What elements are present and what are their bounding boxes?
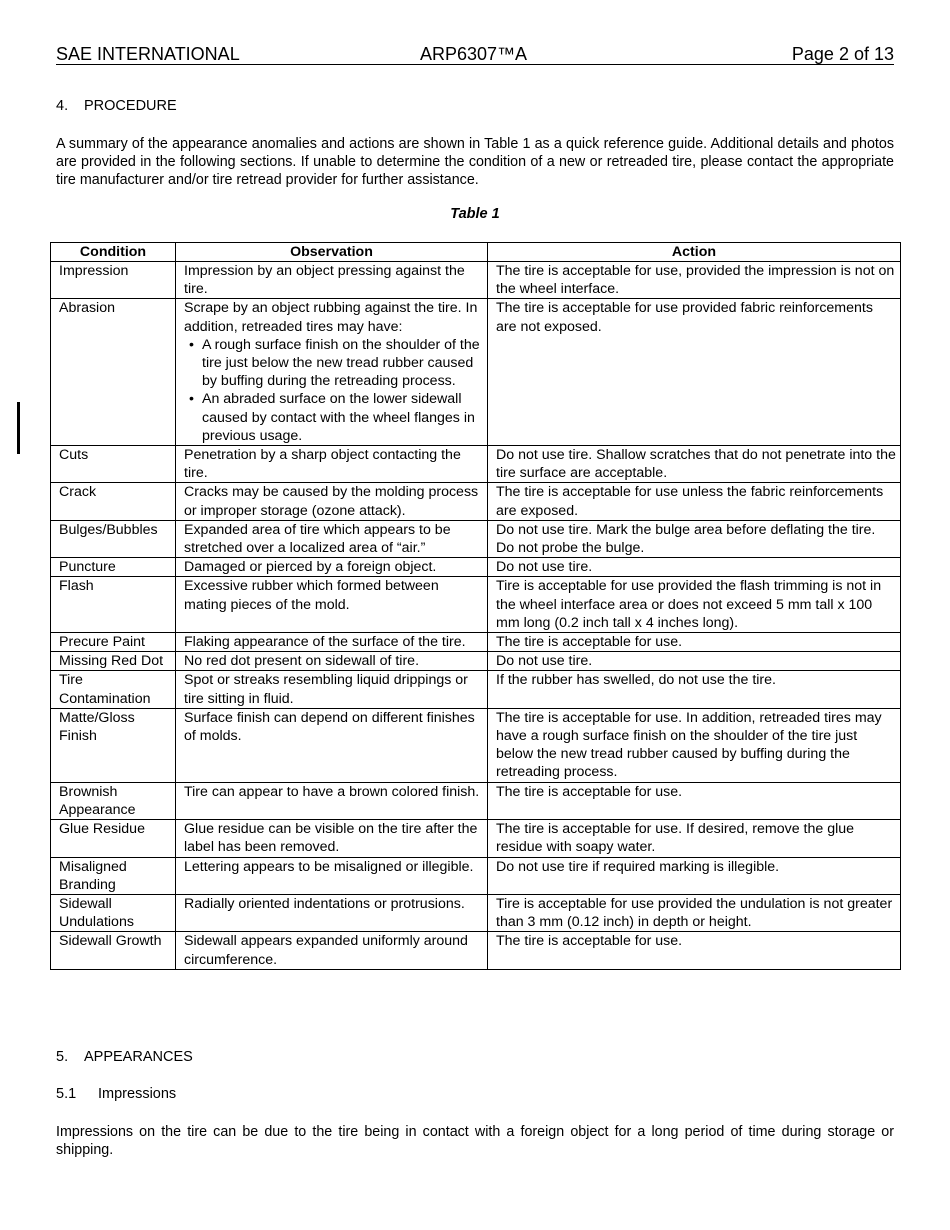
intro-paragraph: A summary of the appearance anomalies and actions are shown in Table 1 as a quick reference guide. Additional details and photos are provided in the following sections. If unable to determine the condition of a new or retreaded tire, please contact the appropriate tire manufacturer and/or tire retread provider for further assistance. [56,136,894,188]
action-cell: If the rubber has swelled, do not use the tire. [488,671,901,708]
action-cell: The tire is acceptable for use. If desired, remove the glue residue with soapy water. [488,820,901,857]
header-page-number: Page 2 of 13 [791,44,894,64]
table-row [51,446,901,483]
header-action: Action [488,243,901,262]
observation-cell: Expanded area of tire which appears to be stretched over a localized area of “air.” [176,520,488,557]
section-4-number: 4. [56,98,69,114]
action-cell: Do not use tire. Mark the bulge area before deflating the tire. Do not probe the bulge. [488,520,901,557]
condition-cell: Missing Red Dot [51,652,176,671]
action-cell: The tire is acceptable for use. [488,782,901,819]
observation-cell: Tire can appear to have a brown colored finish. [176,782,488,819]
header-condition: Condition [51,243,176,262]
observation-cell [176,299,488,446]
condition-cell: Sidewall Undulations [51,894,176,931]
observation-cell: No red dot present on sidewall of tire. [176,652,488,671]
table-row [51,671,901,708]
observation-cell: Radially oriented indentations or protrusions. [176,894,488,931]
observation-cell: Cracks may be caused by the molding process or improper storage (ozone attack). [176,483,488,520]
section-4-title: PROCEDURE [84,98,177,114]
action-cell: Do not use tire. [488,652,901,671]
condition-cell: Puncture [51,558,176,577]
table-row [51,857,901,894]
table-row [51,520,901,557]
table-row [51,652,901,671]
condition-cell: Crack [51,483,176,520]
observation-text: Scrape by an object rubbing against the tire. In addition, retreaded tires may have: [184,300,478,335]
observation-cell: Damaged or pierced by a foreign object. [176,558,488,577]
table-row [51,577,901,633]
condition-cell: Abrasion [51,299,176,446]
action-cell: The tire is acceptable for use unless the fabric reinforcements are exposed. [488,483,901,520]
action-cell: Do not use tire. [488,558,901,577]
observation-cell: Penetration by a sharp object contacting the tire. [176,446,488,483]
section-5-1-heading [56,1086,176,1102]
condition-cell: Bulges/Bubbles [51,520,176,557]
action-cell: The tire is acceptable for use, provided the impression is not on the wheel interface. [488,262,901,299]
action-cell: Do not use tire if required marking is illegible. [488,857,901,894]
table-row [51,894,901,931]
table-header-row [51,243,901,262]
bullet-item: • An abraded surface on the lower sidewall caused by contact with the wheel flanges in previous usage. [202,390,483,445]
table-1 [50,242,901,970]
table-row [51,262,901,299]
observation-bullets [184,336,483,445]
table-row [51,633,901,652]
action-cell: Do not use tire. Shallow scratches that do not penetrate into the tire surface are acceptable. [488,446,901,483]
condition-cell: Glue Residue [51,820,176,857]
action-cell: The tire is acceptable for use. [488,932,901,969]
condition-cell: Tire Contamination [51,671,176,708]
section-5-heading [56,1049,193,1065]
condition-cell: Flash [51,577,176,633]
action-cell: Tire is acceptable for use provided the undulation is not greater than 3 mm (0.12 inch) in depth or height. [488,894,901,931]
action-cell: Tire is acceptable for use provided the flash trimming is not in the wheel interface area or does not exceed 5 mm tall x 100 mm long (0.2 inch tall x 4 inches long). [488,577,901,633]
header-observation: Observation [176,243,488,262]
observation-cell: Sidewall appears expanded uniformly around circumference. [176,932,488,969]
table-row [51,299,901,446]
condition-cell: Impression [51,262,176,299]
table-row [51,820,901,857]
condition-cell: Sidewall Growth [51,932,176,969]
observation-cell: Lettering appears to be misaligned or illegible. [176,857,488,894]
observation-cell: Spot or streaks resembling liquid drippings or tire sitting in fluid. [176,671,488,708]
header-doc-number: ARP6307™A [420,44,528,64]
observation-cell: Flaking appearance of the surface of the tire. [176,633,488,652]
table-row [51,483,901,520]
table-caption: Table 1 [450,206,500,222]
action-cell: The tire is acceptable for use provided fabric reinforcements are not exposed. [488,299,901,446]
condition-cell: Cuts [51,446,176,483]
action-cell: The tire is acceptable for use. In addition, retreaded tires may have a rough surface finish on the shoulder of the tire just below the new tread rubber caused by buffing during the retreading process. [488,708,901,782]
header-org: SAE INTERNATIONAL [56,44,240,64]
action-cell: The tire is acceptable for use. [488,633,901,652]
bullet-item: • A rough surface finish on the shoulder of the tire just below the new tread rubber caused by buffing during the retreading process. [202,336,483,391]
section-5-1-number: 5.1 [56,1086,77,1102]
change-bar [17,402,20,454]
table-row [51,708,901,782]
observation-cell: Glue residue can be visible on the tire after the label has been removed. [176,820,488,857]
condition-cell: Misaligned Branding [51,857,176,894]
condition-cell: Matte/Gloss Finish [51,708,176,782]
section-5-1-paragraph: Impressions on the tire can be due to the tire being in contact with a foreign object for a long period of time during storage or shipping. [56,1124,894,1158]
table-row [51,782,901,819]
section-5-number: 5. [56,1049,69,1065]
section-4-heading [56,98,177,114]
observation-cell: Impression by an object pressing against the tire. [176,262,488,299]
condition-cell: Brownish Appearance [51,782,176,819]
table-row [51,932,901,969]
table-row [51,558,901,577]
observation-cell: Excessive rubber which formed between mating pieces of the mold. [176,577,488,633]
condition-cell: Precure Paint [51,633,176,652]
observation-cell: Surface finish can depend on different finishes of molds. [176,708,488,782]
section-5-1-title: Impressions [98,1086,177,1102]
page-header [56,44,894,65]
section-5-title: APPEARANCES [84,1049,193,1065]
